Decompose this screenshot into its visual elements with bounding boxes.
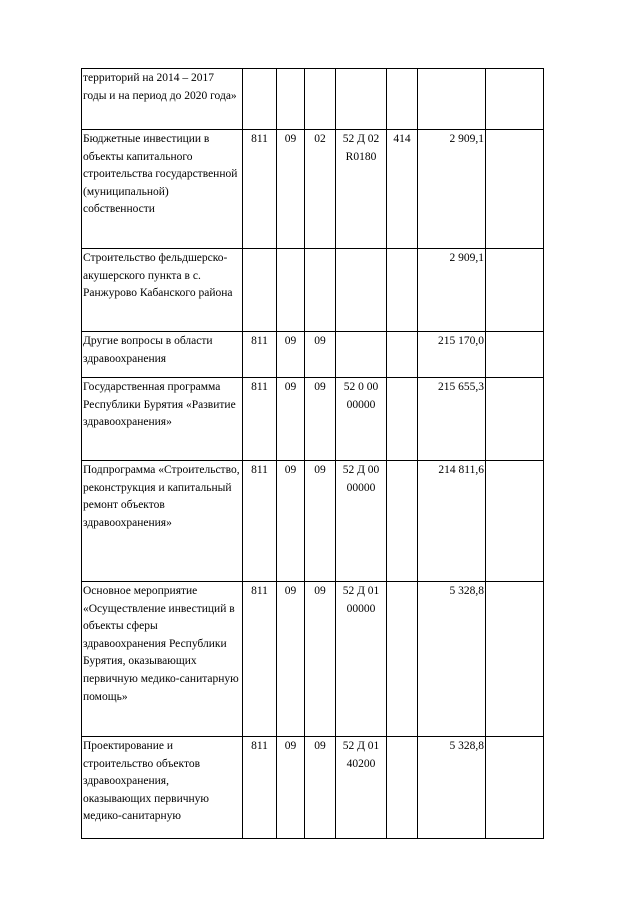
row-rz: 09 xyxy=(277,130,305,249)
table-row xyxy=(82,582,544,737)
row-sum: 5 328,8 xyxy=(418,582,486,737)
row-rz: 09 xyxy=(277,737,305,839)
row-sum: 215 655,3 xyxy=(418,378,486,461)
row-extra xyxy=(486,461,544,582)
row-gr: 811 xyxy=(243,737,277,839)
row-name: Строительство фельдшерско-акушерского пункта в с. Ранжурово Кабанского района xyxy=(82,249,243,332)
row-extra xyxy=(486,69,544,130)
row-vr: 414 xyxy=(387,130,418,249)
row-vr xyxy=(387,69,418,130)
row-pr: 09 xyxy=(305,461,336,582)
row-csr xyxy=(336,332,387,378)
row-rz: 09 xyxy=(277,332,305,378)
row-rz xyxy=(277,69,305,130)
row-vr xyxy=(387,249,418,332)
row-name: Подпрограмма «Строительство, реконструкция и капитальный ремонт объектов здравоохранения» xyxy=(82,461,243,582)
row-rz: 09 xyxy=(277,461,305,582)
row-csr xyxy=(336,69,387,130)
row-vr xyxy=(387,461,418,582)
row-vr xyxy=(387,332,418,378)
row-vr xyxy=(387,582,418,737)
row-pr xyxy=(305,249,336,332)
table-row xyxy=(82,69,544,130)
row-gr: 811 xyxy=(243,582,277,737)
row-gr: 811 xyxy=(243,378,277,461)
row-gr: 811 xyxy=(243,130,277,249)
row-pr xyxy=(305,69,336,130)
row-pr: 09 xyxy=(305,582,336,737)
table-row xyxy=(82,332,544,378)
row-sum: 5 328,8 xyxy=(418,737,486,839)
row-extra xyxy=(486,737,544,839)
row-sum: 214 811,6 xyxy=(418,461,486,582)
row-csr: 52 Д 02 R0180 xyxy=(336,130,387,249)
budget-table xyxy=(81,68,544,839)
table-row xyxy=(82,249,544,332)
row-gr xyxy=(243,249,277,332)
row-sum xyxy=(418,69,486,130)
row-csr: 52 Д 01 40200 xyxy=(336,737,387,839)
row-extra xyxy=(486,378,544,461)
row-gr: 811 xyxy=(243,461,277,582)
row-pr: 09 xyxy=(305,378,336,461)
row-vr xyxy=(387,737,418,839)
row-extra xyxy=(486,332,544,378)
row-rz: 09 xyxy=(277,378,305,461)
row-sum: 2 909,1 xyxy=(418,249,486,332)
row-pr: 09 xyxy=(305,737,336,839)
row-name: Государственная программа Республики Бурятия «Развитие здравоохранения» xyxy=(82,378,243,461)
row-csr xyxy=(336,249,387,332)
row-rz xyxy=(277,249,305,332)
row-gr: 811 xyxy=(243,332,277,378)
table-row xyxy=(82,461,544,582)
row-pr: 09 xyxy=(305,332,336,378)
row-sum: 215 170,0 xyxy=(418,332,486,378)
row-vr xyxy=(387,378,418,461)
row-csr: 52 0 00 00000 xyxy=(336,378,387,461)
row-rz: 09 xyxy=(277,582,305,737)
row-sum: 2 909,1 xyxy=(418,130,486,249)
row-extra xyxy=(486,130,544,249)
row-name: Проектирование и строительство объектов здравоохранения, оказывающих первичную медико-санитарную xyxy=(82,737,243,839)
row-pr: 02 xyxy=(305,130,336,249)
row-gr xyxy=(243,69,277,130)
row-name: Другие вопросы в области здравоохранения xyxy=(82,332,243,378)
row-extra xyxy=(486,249,544,332)
table-row xyxy=(82,130,544,249)
row-csr: 52 Д 00 00000 xyxy=(336,461,387,582)
row-name: территорий на 2014 – 2017 годы и на период до 2020 года» xyxy=(82,69,243,130)
table-row xyxy=(82,737,544,839)
row-extra xyxy=(486,582,544,737)
row-name: Бюджетные инвестиции в объекты капитального строительства государственной (муниципальной) собственности xyxy=(82,130,243,249)
row-name: Основное мероприятие «Осуществление инвестиций в объекты сферы здравоохранения Республики Бурятия, оказывающих первичную медико-санитарную помощь» xyxy=(82,582,243,737)
table-row xyxy=(82,378,544,461)
row-csr: 52 Д 01 00000 xyxy=(336,582,387,737)
